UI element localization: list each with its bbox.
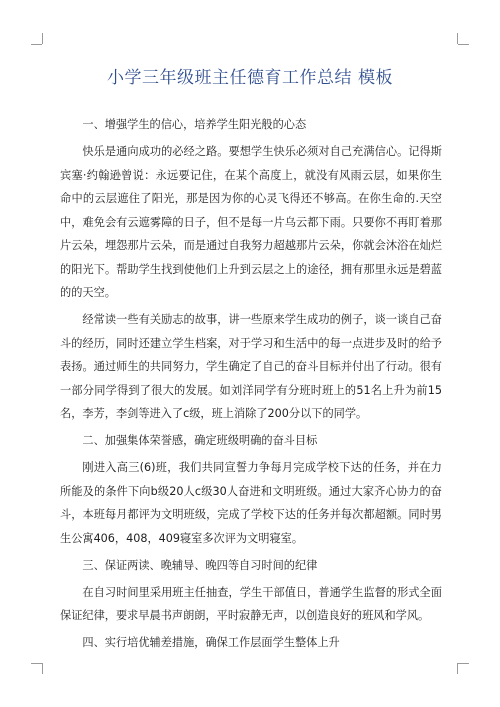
section-heading-2: 二、加强集体荣誉感，确定班级明确的奋斗目标 [82, 434, 318, 447]
document-body [60, 113, 442, 658]
section-heading-1: 一、增强学生的信心，培养学生阳光般的心态 [82, 118, 307, 131]
section-heading-4: 四、实行培优辅差措施，确保工作层面学生整体上升 [82, 636, 340, 649]
paragraph: 经常读一些有关励志的故事，讲一些原来学生成功的例子，谈一谈自己奋斗的经历，同时还建立学生档案，对于学习和生活中的每一点进步及时的给予表扬。通过师生的共同努力，学生确定了自己的奋斗目标并付出了行动。很有一部分同学得到了很大的发展。如刘洋同学有分班时班上的51名上升为前15名，李芳，李剑等进入了c级，班上消除了200分以下的同学。 [60, 313, 442, 420]
paragraph: 在自习时间里采用班主任抽查，学生干部值日，普通学生监督的形式全面保证纪律，要求早晨书声朗朗，平时寂静无声，以创造良好的班风和学风。 [60, 585, 442, 622]
paragraph: 刚进入高三(6)班，我们共同宣誓力争每月完成学校下达的任务，并在力所能及的条件下向b级20人c级30人奋进和文明班级。通过大家齐心协力的奋斗，本班每月都评为文明班级，完成了学校下达的任务并每次都超额。同时男生公寓406，408，409寝室多次评为文明寝室。 [60, 461, 442, 545]
paragraph: 快乐是通向成功的必经之路。要想学生快乐必须对自己充满信心。记得斯宾塞·约翰逊曾说：永远要记住，在某个高度上，就没有风雨云层，如果你生命中的云层遮住了阳光，那是因为你的心灵飞得还不够高。在你生命的.天空中，难免会有云遮雾障的日子，但不是每一片乌云都下雨。只要你不再盯着那片云朵，埋怨那片云朵，而是通过自我努力超越那片云朵，你就会沐浴在灿烂的阳光下。帮助学生找到使他们上升到云层之上的途径，拥有那里永远是碧蓝的的天空。 [60, 145, 442, 299]
section-heading-3: 三、保证两读、晚辅导、晚四等自习时间的纪律 [82, 558, 318, 572]
document-title: 小学三年级班主任德育工作总结 模板 [107, 68, 393, 88]
